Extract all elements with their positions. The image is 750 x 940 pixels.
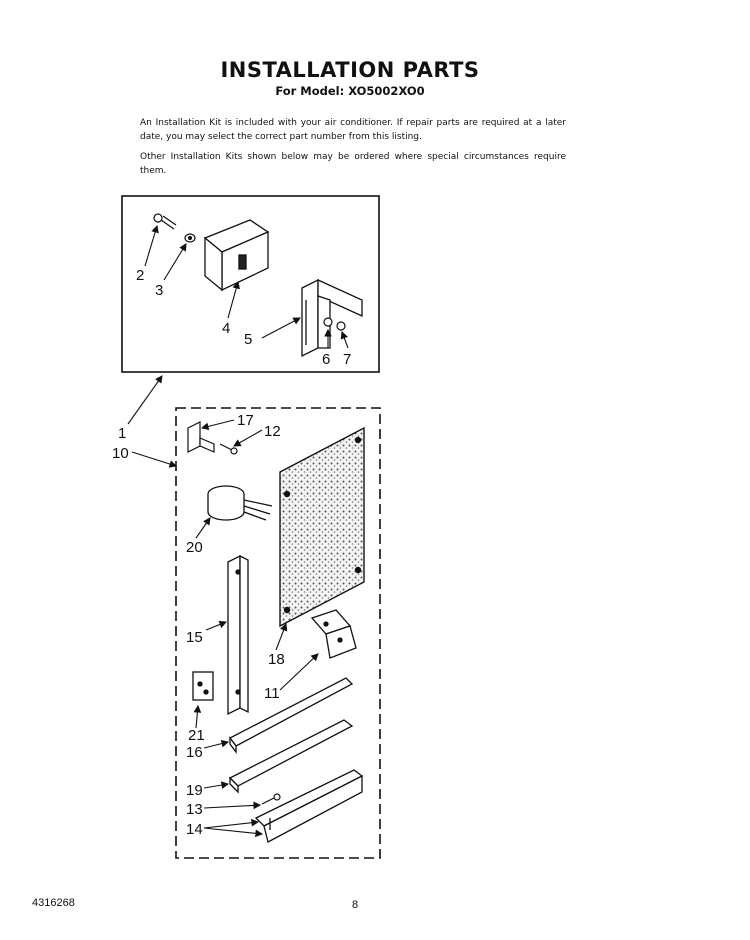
callout-2: 2: [136, 267, 145, 284]
callout-11: 11: [264, 685, 280, 702]
callout-21: 21: [188, 727, 205, 744]
washer-part-7: [337, 322, 345, 330]
latch-part-11: [312, 610, 356, 658]
nut-part-6: [324, 318, 332, 326]
callout-3: 3: [155, 282, 164, 299]
callout-13: 13: [186, 801, 203, 818]
foam-tape-part-20: [208, 486, 272, 520]
callout-7: 7: [343, 351, 352, 368]
callout-19: 19: [186, 782, 203, 799]
callout-18: 18: [268, 651, 285, 668]
block-part-21: [193, 672, 213, 700]
callout-5: 5: [244, 331, 253, 348]
callout-15: 15: [186, 629, 203, 646]
page-title: INSTALLATION PARTS: [220, 58, 480, 82]
callout-17: 17: [237, 412, 254, 429]
model-subtitle: For Model: XO5002XO0: [275, 84, 425, 98]
side-bracket-part-5: [302, 280, 362, 356]
callout-16: 16: [186, 744, 203, 761]
sill-angle-part-14: [256, 770, 362, 842]
angle-bracket-part-4: [205, 220, 268, 290]
washer-part-3: [185, 234, 195, 242]
callout-1: 1: [118, 425, 127, 442]
document-number: 4316268: [32, 897, 75, 909]
callout-12: 12: [264, 423, 281, 440]
callout-20: 20: [186, 539, 203, 556]
callout-4: 4: [222, 320, 231, 337]
intro-paragraph-1: An Installation Kit is included with your air conditioner. If repair parts are required at a later date, you may select the correct part number from this listing.: [140, 118, 566, 142]
side-panel-part-18: [280, 428, 364, 626]
callout-6: 6: [322, 351, 331, 368]
callout-14: 14: [186, 821, 203, 838]
channel-part-15: [228, 556, 248, 714]
intro-paragraph-2: Other Installation Kits shown below may be ordered where special circumstances require them.: [140, 152, 566, 176]
callout-10: 10: [112, 445, 129, 462]
screw-part-13: [262, 794, 280, 804]
page-number: 8: [352, 899, 359, 911]
